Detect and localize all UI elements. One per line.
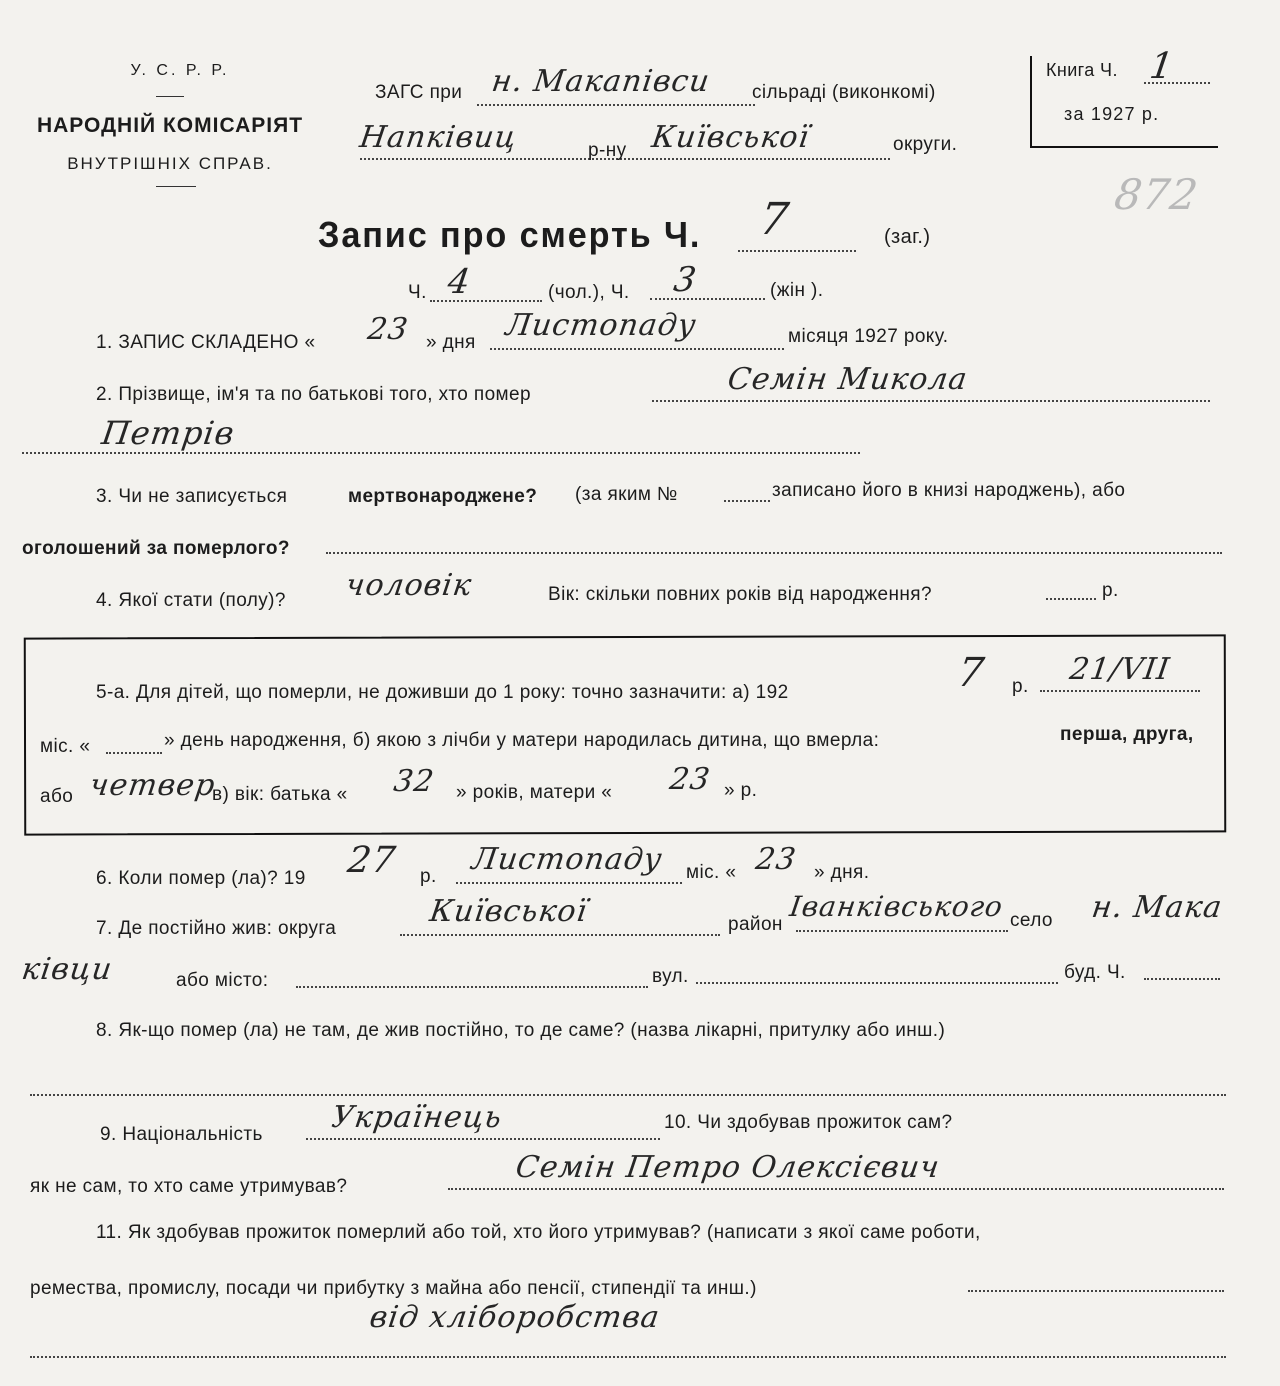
item5-f: в) вік: батька « [212,784,348,805]
item5-c: » день народження, б) якою з лічби у матери народилась дитина, що вмерла: [164,730,880,751]
item3-field [326,552,1222,554]
female-label: (жін ). [770,280,824,301]
item2-field2 [22,452,860,454]
item7-raion-value: Іванківського [787,890,1006,923]
item5-b: міс. « [40,736,91,757]
item5-g: » років, матери « [456,782,613,803]
item6-year: 27 [345,840,399,881]
female-field [650,298,765,300]
item7-vul-field [696,982,1058,984]
item5-r: р. [1012,676,1029,697]
item6-month: Листопаду [469,842,665,877]
divider [156,96,184,97]
item2-field [652,400,1210,402]
item5-year-digit: 7 [954,650,988,696]
item7-vul: вул. [652,966,689,987]
item2-name2: Петрів [99,414,238,452]
item6-label: 6. Коли помер (ла)? 19 [96,868,306,889]
zags-prefix: ЗАГС при [375,82,463,103]
item3-a: 3. Чи не записується [96,486,288,507]
item10-label: 10. Чи здобував прожиток сам? [664,1112,953,1133]
item3-d: записано його в книзі народжень), або [772,480,1126,501]
item7-bud-field [1144,978,1220,980]
margin-mark: 872 [1111,170,1202,219]
item7-selo-value2: ківци [19,952,115,987]
district-value: Наnківиц [357,120,520,155]
divider [156,186,196,187]
item1-end: місяця 1927 року. [788,326,949,347]
book-number: 1 [1147,46,1177,87]
item4-age-field [1046,598,1096,600]
item3-number-field [724,500,770,502]
district-label: р-ну [588,140,627,161]
item7-bud: буд. Ч. [1064,962,1126,983]
zags-suffix: сільраді (виконкомі) [752,82,936,103]
item4-age: Вік: скільки повних років від народження? [548,584,932,605]
item7-label: 7. Де постійно жив: округа [96,918,337,939]
item5-order-options: перша, друга, [1060,724,1194,745]
item9-label: 9. Національність [100,1124,263,1145]
item1-label: 1. ЗАПИС СКЛАДЕНО « [96,332,316,353]
male-count: 4 [445,262,474,302]
item11-b: ремества, промислу, посади чи прибутку з майна або пенсії, стипендії та инш.) [30,1278,757,1299]
item4-age-end: р. [1102,580,1119,601]
item2-name: Семін Микола [725,362,970,397]
record-number: 7 [756,194,793,245]
item5-date-field [1040,690,1200,692]
supported-label: як не сам, то хто саме утримував? [30,1176,348,1197]
item3-declared: оголошений за померлого? [22,538,290,559]
record-number-field [738,250,856,252]
item5-mother-age: 23 [667,762,713,797]
item5-day-field [106,752,162,754]
item11-value: від хліборобства [367,1300,663,1335]
item1-month: Листопаду [503,308,699,343]
item9-value: Українець [329,1100,505,1135]
item3-stillborn: мертвонароджене? [348,486,538,507]
item6-end: » дня. [814,862,870,883]
book-number-field [1144,82,1210,84]
item7-okruha: Київської [427,894,590,929]
item8-field [30,1094,1226,1096]
male-label: (чол.), Ч. [548,282,630,303]
zags-field [477,104,755,106]
item11-a: 11. Як здобував прожиток померлий або той, хто його утримував? (написати з якої саме роботи, [96,1222,981,1243]
item5-e: або [40,786,74,807]
item6-month-field [456,882,682,884]
female-count: 3 [671,260,700,300]
item11-field2 [30,1356,1226,1358]
item5-order: четвер [87,768,218,803]
okruha-label: округи. [893,134,958,155]
item5-father-age: 32 [391,764,437,799]
item7-selo-value: н. Мака [1089,890,1225,925]
supporter-value: Семін Петро Олексієвич [513,1150,943,1185]
item1-day: 23 [365,312,411,347]
item6-r: р. [420,866,437,887]
okruha-value: Київської [649,120,812,155]
zags-village-value: н. Макаnівси [489,64,713,99]
book-year: за 1927 р. [1064,104,1160,124]
item6-day: 23 [753,842,799,877]
item5-date: 21/VII [1067,652,1173,687]
item7-selo: село [1010,910,1053,931]
item5-a: 5-а. Для дітей, що померли, не доживши до 1 року: точно зазначити: а) 192 [96,682,789,703]
record-suffix: (заг.) [884,226,931,248]
item1-mid: » дня [426,332,476,353]
item5-h: » р. [724,780,758,801]
item7-misto: або місто: [176,970,269,991]
item1-month-field [490,348,784,350]
item7-raion-field [796,930,1008,932]
item2-label: 2. Прізвище, ім'я та по батькові того, хто помер [96,384,531,405]
item4-label: 4. Якої стати (полу)? [96,590,286,611]
item3-c: (за яким № [575,484,678,505]
book-box-border [1030,146,1218,148]
department-label: ВНУТРІШНІХ СПРАВ. [67,154,273,173]
item8-label: 8. Як-що помер (ла) не там, де жив постійно, то де саме? (назва лікарні, притулку або инш.) [96,1020,946,1041]
item7-raion: район [728,914,783,935]
item7-misto-field [296,986,648,988]
item6-mis: міс. « [686,862,737,883]
male-prefix: Ч. [408,282,427,303]
book-box-border [1030,56,1032,148]
book-label: Книга Ч. [1046,60,1118,80]
commissariat-label: НАРОДНІЙ КОМІСАРІЯТ [36,114,304,137]
republic-label: У. С. Р. Р. [130,62,230,79]
supported-field [448,1188,1224,1190]
item7-okruha-field [400,934,720,936]
item4-value: чоловік [343,568,475,603]
item9-field [306,1138,660,1140]
record-title: Запис про смерть Ч. [318,214,702,255]
item11-field [968,1290,1224,1292]
